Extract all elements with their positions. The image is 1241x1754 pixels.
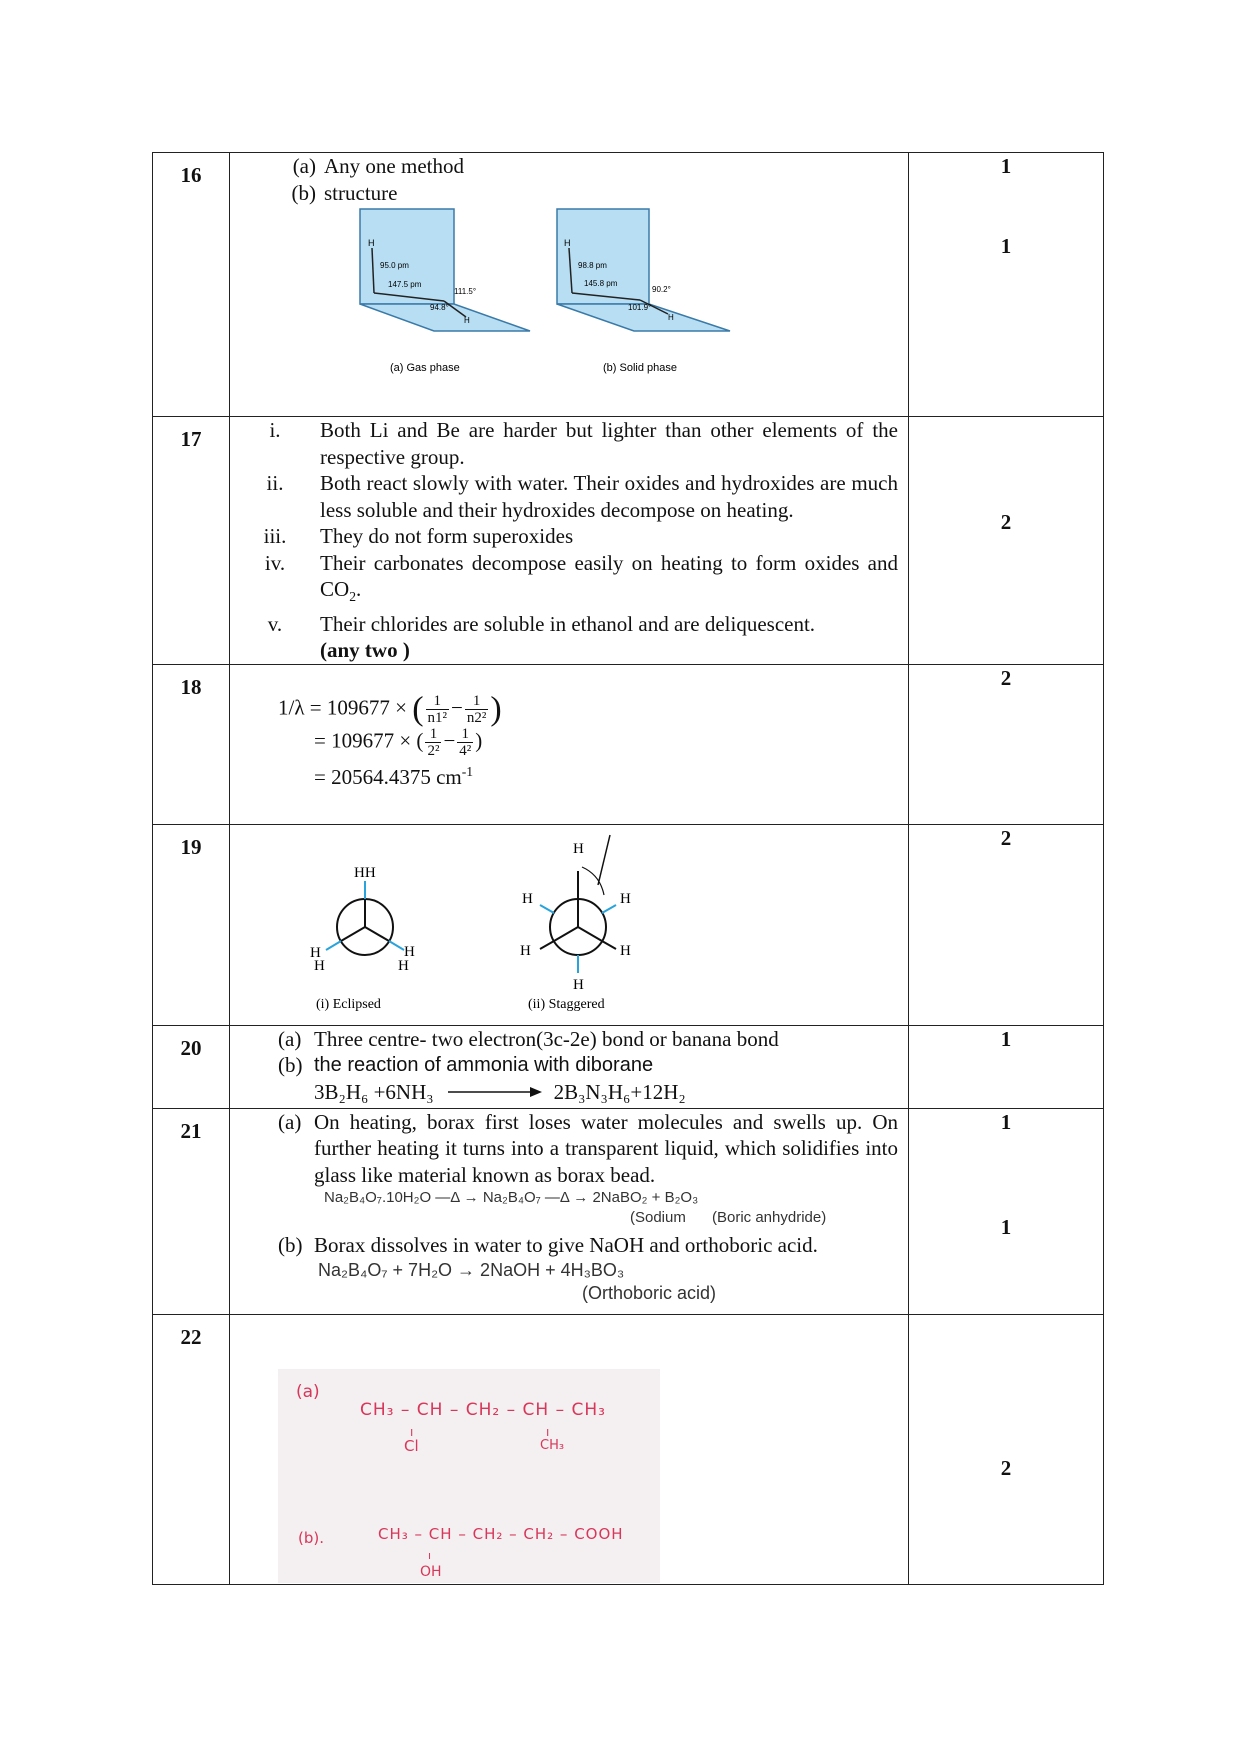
question-number: 22 [153,1314,230,1584]
answer-cell [230,1025,909,1108]
gas-dihedral-angle: 111.5° [454,287,477,296]
front-bond-ext [540,941,554,949]
question-number: 21 [153,1108,230,1314]
marks-cell [909,664,1104,824]
question-number: 16 [153,153,230,417]
answer-text: Any one method [324,154,464,178]
h2o2-structure-figure [350,206,800,386]
atom-label: H [668,313,674,322]
formula-line-3 [278,759,908,791]
reaction-arrow [444,1085,544,1099]
marks-cell [909,153,1104,417]
row-q16 [153,153,1104,417]
front-bond [365,927,389,941]
structure-b-chain: CH₃ – CH – CH₂ – CH₂ – COOH [378,1524,624,1543]
solid-bond-angle: 101.9° [628,303,652,312]
item-label: iii. [263,524,287,548]
front-bond [341,927,365,941]
answer-cell [230,153,909,417]
back-bond [540,905,554,913]
back-bond [602,905,616,913]
marks-cell [909,824,1104,1025]
item-label: v. [267,611,283,636]
atom-label: H [620,942,631,959]
row-q21 [153,1108,1104,1314]
item-text: Both react slowly with water. Their oxides and hydroxides are much less soluble and their hydroxides decompose on heating. [320,471,898,522]
fraction-numerator: 1 [425,726,441,743]
row-q18 [153,664,1104,824]
reaction-equation [314,1079,908,1106]
row-q19 [153,824,1104,1025]
back-bond [389,941,404,950]
back-bond [326,941,341,950]
answer-text: structure [324,180,398,205]
atom-label: H [564,238,571,248]
punctuation: . [356,577,362,601]
atom-label: H [310,944,321,961]
structure-a-ch3: CH₃ [540,1437,565,1453]
bond-mark: ı [546,1424,550,1439]
question-number: 20 [153,1025,230,1108]
bracket: ) [402,638,410,663]
solid-oh-length: 98.8 pm [578,261,607,270]
fraction-denominator: 4² [459,742,472,759]
part-label: (b) [278,1233,303,1258]
row-q17 [153,417,1104,665]
row-q20 [153,1025,1104,1108]
marks: 1 [1000,154,1012,178]
gas-oo-length: 147.5 pm [388,280,422,289]
fraction-numerator: 1 [465,693,489,710]
formula-line-2 [278,726,908,759]
handwritten-answer [278,1369,660,1583]
marks-cell [909,1314,1104,1584]
solid-plane-vertical [557,209,649,304]
solid-caption: (b) Solid phase [603,362,677,374]
item-label: ii. [266,471,284,495]
atom-label: H [314,957,325,974]
answer-cell [230,1108,909,1314]
question-number: 17 [153,417,230,665]
structure-a-chain: CH₃ – CH – CH₂ – CH – CH₃ [360,1399,606,1420]
answer-text: On heating, borax first loses water molecules and swells up. On further heating it turns into a transparent liquid, which solidifies into glass like material known as borax bead. [314,1109,898,1187]
minus: − [451,695,463,719]
question-number: 19 [153,824,230,1025]
part-b-label: (b). [298,1528,324,1547]
item-text: Their chlorides are soluble in ethanol and are deliquescent. [320,611,816,636]
minus: − [443,728,456,752]
solid-oo-length: 145.8 pm [584,279,618,288]
atom-label: H [573,840,584,857]
reactants: 3B₂H₆ +6NH₃ [314,1079,434,1104]
note-any-two: any two [327,638,403,663]
solid-dihedral-angle: 90.2° [652,285,671,294]
front-bond [578,927,602,941]
fraction-denominator: n2² [466,709,487,726]
fraction-denominator: 2² [427,742,440,759]
marks-cell [909,1025,1104,1108]
fraction-denominator: n1² [427,709,448,726]
borax-bead-equation: Na₂B₄O₇.10H₂O —Δ → Na₂B₄O₇ —Δ → 2NaBO₂ + B₂O₃ [324,1189,699,1207]
bond-mark: ı [428,1548,432,1562]
note-sodium: (Sodium [630,1209,686,1227]
marking-scheme [152,152,1102,1585]
bond-mark: ı [410,1424,414,1439]
ethane-conformation-figure [290,825,730,1020]
note-wrap [320,637,908,664]
gas-caption: (a) Gas phase [390,362,460,374]
marks: 2 [1000,1455,1012,1480]
part-label: (a) [278,1026,302,1051]
answer-table [152,152,1104,1585]
atom-label: H [404,943,415,960]
products: 2B₃N₃H₆+12H₂ [553,1079,686,1104]
atom-label: H [520,942,531,959]
formula-line-1: 1/λ = 109677 × ( $\frac{1}{\text{n1²}}$ − $\frac{1}{\text{n2²}}$ ) [278,689,502,727]
part-label: (b) [278,1053,303,1078]
item-text-wrap [320,550,908,611]
atom-label: H [464,316,470,325]
formula-pre: = 109677 × ( [314,728,424,752]
result: = 20564.4375 cm [314,764,462,789]
subscript: 2 [349,589,357,605]
unit-exponent: -1 [461,763,474,779]
caption-staggered: (ii) Staggered [528,996,605,1012]
fraction-numerator: 1 [457,726,473,743]
note-orthoboric-acid: (Orthoboric acid) [582,1282,717,1303]
item-text: They do not form superoxides [320,524,574,548]
formula-lhs: 1/λ = 109677 × [278,695,407,719]
marks: 2 [1000,510,1012,534]
item-label: i. [269,418,281,442]
item-text: Both Li and Be are harder but lighter than other elements of the respective group. [320,418,898,469]
marks: 1 [1000,234,1012,258]
marks: 1 [1000,1026,1012,1051]
part-a-label: (a) [296,1381,320,1402]
marks: 2 [1000,825,1012,850]
atom-label-hh: HH [354,864,376,881]
part-label: (a) [278,1109,302,1134]
question-number: 18 [153,664,230,824]
part-label: (a) [292,154,316,178]
marks-cell [909,1108,1104,1314]
part-label: (b) [291,180,316,205]
marks: 1 [1000,1109,1012,1134]
answer-cell [230,664,909,824]
marks: 2 [1000,665,1012,690]
front-bond [554,927,578,941]
borax-hydrolysis-equation: Na₂B₄O₇ + 7H₂O → 2NaOH + 4H₃BO₃ [318,1259,625,1280]
equation-notes [230,1208,908,1228]
pointer-arrow [598,835,610,885]
atom-label: H [368,238,375,248]
gas-bond-angle: 94.8° [430,303,449,312]
answer-text: the reaction of ammonia with diborane [314,1054,654,1077]
atom-label: H [522,890,533,907]
note-boric-anhydride: (Boric anhydride) [712,1209,827,1227]
row-q22 [153,1314,1104,1584]
answer-cell [230,417,909,665]
answer-cell [230,1314,909,1584]
atom-label: H [573,976,584,993]
caption-eclipsed: (i) Eclipsed [316,996,381,1012]
bracket: ( [320,638,327,663]
fraction-numerator: 1 [426,693,450,710]
structure-b-oh: OH [420,1563,442,1580]
atom-label: H [398,957,409,974]
item-text: Their carbonates decompose easily on heating to form oxides and CO [320,550,898,601]
marks-cell [909,417,1104,665]
atom-label: H [620,890,631,907]
formula-post: ) [475,728,483,752]
answer-cell [230,824,909,1025]
item-label: iv. [264,550,286,575]
front-bond-ext [602,941,616,949]
structure-a-cl: Cl [404,1436,419,1455]
gas-oh-length: 95.0 pm [380,261,409,270]
marks: 1 [1000,1214,1012,1239]
answer-text: Three centre- two electron(3c-2e) bond or banana bond [314,1026,779,1051]
answer-text: Borax dissolves in water to give NaOH and orthoboric acid. [314,1233,818,1258]
